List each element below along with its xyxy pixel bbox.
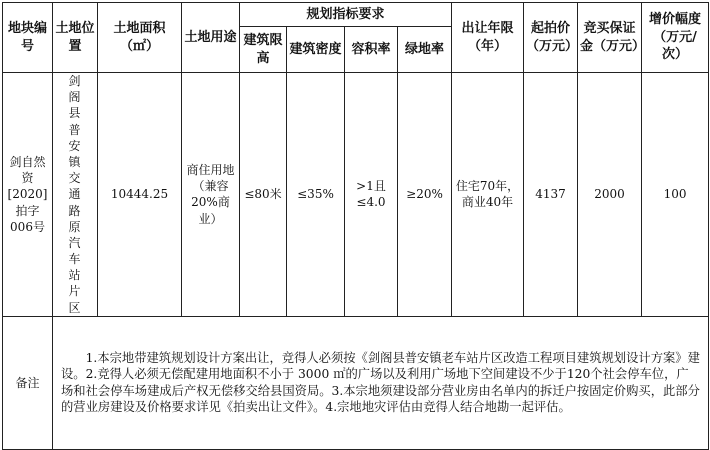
remarks-text: 1.本宗地带建筑规划设计方案出让，竞得人必须按《剑阁县普安镇老车站片区改造工程项目建筑规划设计方案》建设。2.竞得人必须无偿配建用地面积不小于 3000 ㎡的广场以及利用广场地下空间建设不少于120个社会停车位，广场和社会停车场建成后产权无偿移交给县国资局。3.本宗地须建设部分营业房由名单内的拆迁户按固定价购买，此部分的营业房建设及价格要求详见《拍卖出让文件》。4.宗地地灾评估由竞得人结合地勘一起评估。	[53, 316, 709, 449]
header-height: 建筑限高	[240, 27, 287, 73]
header-area: 土地面积（㎡）	[98, 3, 182, 73]
header-green: 绿地率	[398, 27, 452, 73]
header-planning-group: 规划指标要求	[240, 3, 452, 27]
header-far: 容积率	[345, 27, 398, 73]
header-density: 建筑密度	[287, 27, 345, 73]
cell-plot-no: 剑自然资[2020]拍字006号	[3, 73, 53, 317]
cell-far: >1且≤4.0	[345, 73, 398, 317]
header-start-price: 起拍价（万元）	[524, 3, 578, 73]
data-row	[3, 73, 709, 317]
header-increment: 增价幅度（万元/次）	[642, 3, 709, 73]
cell-height: ≤80米	[240, 73, 287, 317]
cell-location: 剑阁县普安镇交通路原汽车站片区	[53, 73, 98, 317]
header-plot-no: 地块编号	[3, 3, 53, 73]
remarks-row	[3, 316, 709, 449]
header-row-top	[3, 3, 709, 27]
cell-density: ≤35%	[287, 73, 345, 317]
cell-term: 住宅70年，商业40年	[452, 73, 524, 317]
header-location: 土地位置	[53, 3, 98, 73]
remarks-label: 备注	[3, 316, 53, 449]
cell-start-price: 4137	[524, 73, 578, 317]
header-use: 土地用途	[182, 3, 240, 73]
land-auction-table	[2, 2, 709, 450]
header-deposit: 竞买保证金（万元）	[578, 3, 642, 73]
cell-area: 10444.25	[98, 73, 182, 317]
cell-green: ≥20%	[398, 73, 452, 317]
cell-increment: 100	[642, 73, 709, 317]
cell-use: 商住用地（兼容20%商业）	[182, 73, 240, 317]
header-term: 出让年限（年）	[452, 3, 524, 73]
cell-deposit: 2000	[578, 73, 642, 317]
